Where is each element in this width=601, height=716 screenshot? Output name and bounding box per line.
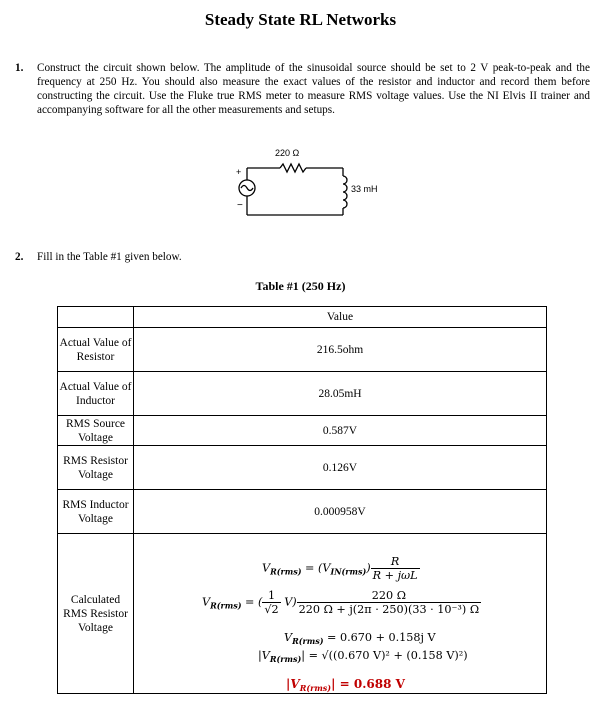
plus-sign: +: [236, 167, 242, 177]
resistor-label: 220 Ω: [275, 148, 300, 158]
header-value: Value: [134, 307, 547, 328]
row-value: 28.05mH: [134, 372, 547, 416]
question-2-text: Fill in the Table #1 given below.: [37, 251, 182, 263]
row-label: Actual Value of Inductor: [58, 372, 134, 416]
row-value: 0.126V: [134, 446, 547, 490]
calculation-cell: [134, 534, 547, 694]
row-label: Actual Value of Resistor: [58, 328, 134, 372]
table-row: [58, 534, 547, 694]
sine-wave-icon: [241, 186, 253, 191]
question-2: [15, 250, 590, 264]
final-result: $|V_{R(rms)}| = 0.688$ V: [286, 676, 405, 693]
table-caption: Table #1 (250 Hz): [255, 279, 346, 293]
rl-circuit-diagram: [225, 140, 395, 220]
header-blank-cell: [58, 307, 134, 328]
table-row: [58, 446, 547, 490]
calculation-equations: [134, 549, 546, 693]
row-value: 0.000958V: [134, 490, 547, 534]
page-title: Steady State RL Networks: [204, 10, 397, 29]
table-row: [58, 372, 547, 416]
resistor-symbol: [280, 164, 306, 172]
question-2-number: 2.: [15, 251, 24, 263]
question-1-text: Construct the circuit shown below. The amplitude of the sinusoidal source should be set to 2 V peak-to-peak and the frequency at 250 Hz. You should also measure the exact values of the resistor and inductor and record them before constructing the circuit. Use the Fluke true RMS meter to measure RMS voltage values. Use the NI Elvis II trainer and accompanying software for all the other measurements and setups.: [37, 62, 590, 116]
equation-line-2: $V_{R(rms)}$ = ( $\frac{1}{√2}$ V) $\frac{220 \Omega}{\text{220 Ω + j(2π · 250)(33 · 10⁻³) Ω}}$: [202, 588, 480, 616]
equation-line-4: $|V_{R(rms)}| = √((0.670$ V)² + (0.158 V)²): [258, 648, 468, 664]
row-label: RMS Inductor Voltage: [58, 490, 134, 534]
question-1: [15, 61, 590, 117]
table-row: [58, 416, 547, 446]
equation-line-1: $V_{R(rms)} = (V_{IN(rms)})$ $\frac{R}{\text{R + jωL}}$: [262, 554, 418, 582]
table-row: [58, 328, 547, 372]
row-label: RMS Resistor Voltage: [58, 446, 134, 490]
inductor-symbol: [343, 176, 347, 208]
row-value: 216.5ohm: [134, 328, 547, 372]
inductor-label: 33 mH: [351, 184, 378, 194]
equation-line-3: $V_{R(rms)} = 0.670 + 0.158j$ V: [284, 630, 436, 646]
row-value: 0.587V: [134, 416, 547, 446]
row-label: Calculated RMS Resistor Voltage: [58, 534, 134, 694]
minus-sign: −: [237, 200, 243, 211]
table-row: [58, 490, 547, 534]
row-label: RMS Source Voltage: [58, 416, 134, 446]
question-1-number: 1.: [15, 62, 24, 74]
measurement-table: [57, 306, 547, 694]
table-header-row: [58, 307, 547, 328]
